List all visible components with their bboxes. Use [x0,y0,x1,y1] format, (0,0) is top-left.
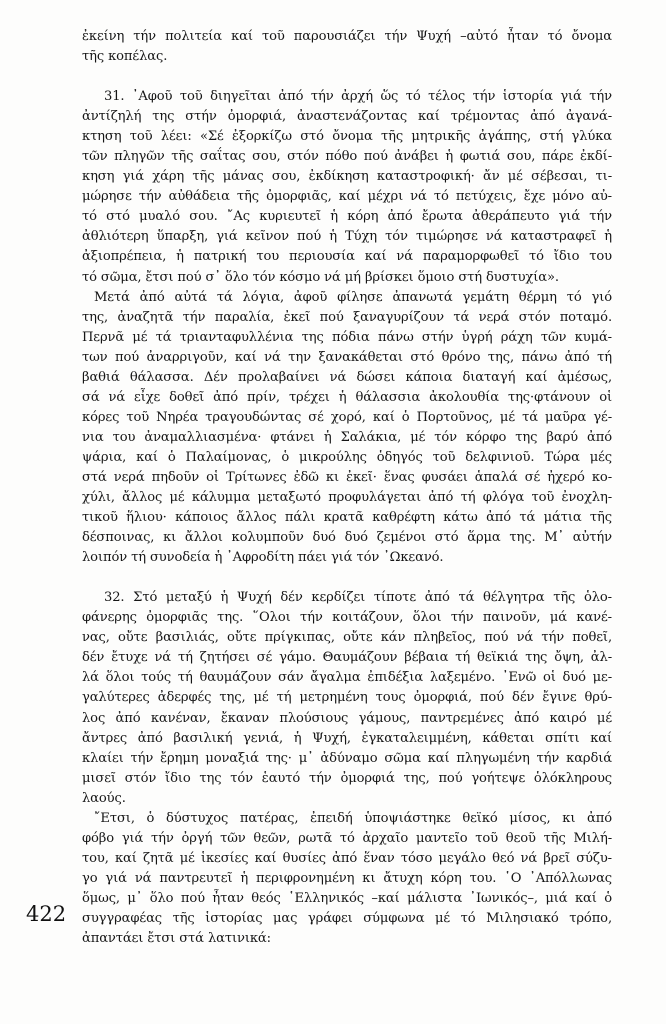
text-line: κηση γιά χάρη τῆς μάνας σου, ἐκδίκηση καταστροφική· ἄν μέ σέβεσαι, τι- [82,169,612,185]
paragraph-32 [82,588,612,809]
text-line: ῎Ετσι, ὁ δύστυχος πατέρας, ἐπειδή ὑποψιάστηκε θεϊκό μίσος, κι ἀπό [94,810,612,826]
text-line: τό στό μυαλό σου. ῎Ας κυριευτεῖ ἡ κόρη ἀπό ἔρωτα ἀθεράπευτο γιά τήν [82,209,612,225]
text-line: ἀθλιότερη ὕπαρξη, γιά κεῖνον πού ἡ Τύχη τόν τιμώρησε νά καταστραφεῖ ἡ [82,229,612,245]
text-line: ἀπαντάει ἔτσι στά λατινικά: [82,931,271,947]
text-line: φόβο γιά τήν ὀργή τῶν θεῶν, ρωτᾶ τό ἀρχαῖο μαντεῖο τοῦ θεοῦ τῆς Μιλή- [82,830,612,846]
text-line: χύλι, ἄλλος μέ κάλυμμα μεταξωτό προφυλάγεται ἀπό τή φλόγα τοῦ ἐνοχλη- [82,490,612,506]
text-line: λά ὅλοι τούς τή θαυμάζουν σάν ἄγαλμα ἐπιδέξια λαξεμένο. ᾿Ενῶ οἱ δυό με- [82,670,612,686]
text-line: στά νερά πηδοῦν οἱ Τρίτωνες ἐδῶ κι ἐκεῖ· ἕνας φυσάει ἁπαλά σέ ἠχερό κο- [82,469,612,485]
text-line: δέσποινας, κι ἄλλοι κολυμποῦν δυό δυό ζεμένοι στό ἅρμα της. Μ᾿ αὐτήν [82,530,612,546]
text-line: 31. ᾿Αφοῦ τοῦ διηγεῖται ἀπό τήν ἀρχή ὥς τό τέλος τήν ἱστορία γιά τήν [104,89,612,105]
text-line: τικοῦ ἥλιου· κάποιος ἄλλος πάλι κρατᾶ καθρέφτη κάτω ἀπό τά μάτια τῆς [82,510,612,526]
text-line: ἀντίζηλή της στήν ὀμορφιά, ἀναστενάζοντας καί τρέμοντας ἀπό ἀγανά- [82,109,612,125]
text-line: τό σῶμα, ἔτσι πού σ᾿ ὅλο τόν κόσμο νά μή βρίσκει ὅμοιο στή δυστυχία». [82,269,559,285]
text-line: δέν ἔτυχε νά τή ζητήσει σέ γάμο. Θαυμάζουν βέβαια τή θεϊκιά της ὄψη, ἀλ- [82,650,612,666]
text-line: κλαίει τήν ἔρημη μοναξιά της· μ᾿ ἀδύναμο σῶμα καί πληγωμένη τήν καρδιά [82,750,612,766]
text-line: ὅμως, μ᾿ ὅλο πού ἦταν θεός ῾Ελληνικός –καί μάλιστα ᾿Ιωνικός–, μιά καί ὁ [82,890,612,906]
text-line: λοιπόν τή συνοδεία ἡ ᾿Αφροδίτη πάει γιά τόν ᾿Ωκεανό. [82,550,444,566]
text-line: κόρες τοῦ Νηρέα τραγουδώντας σέ χορό, καί ὁ Πορτοῦνος, μέ τά μαῦρα γέ- [82,409,612,425]
text-line: τῶν πληγῶν τῆς σαΐτας σου, στόν πόθο πού ἀνάβει ἡ φωτιά σου, πάρε ἐκδί- [82,149,612,165]
text-line: λος ἀπό κανέναν, ἔκαναν πλούσιους γάμους, παντρεμένες ἀπό καιρό μέ [82,710,612,726]
text-line: λαούς. [82,790,126,806]
paragraph-aphrodite-sea [82,288,612,569]
text-line: μισεῖ στόν ἴδιο της τόν ἑαυτό τήν ὀμορφιά της, πού γοήτεψε ὁλόκληρους [82,770,612,786]
text-line: 32. Στό μεταξύ ἡ Ψυχή δέν κερδίζει τίποτε ἀπό τά θέλγητρα τῆς ὁλο- [104,590,612,606]
text-line: σά νά εἶχε δοθεῖ ἀπό πρίν, τρέχει ἡ θάλασσια ἀκολουθία της·φτάνουν οἱ [82,389,612,405]
page-text [82,27,612,949]
text-line: του, καί ζητᾶ μέ ἱκεσίες καί θυσίες ἀπό ἕναν τόσο μεγάλο θεό νά βρεῖ σύζυ- [82,850,612,866]
paragraph-continuation [82,27,612,67]
text-line: ἐκείνη τήν πολιτεία καί τοῦ παρουσιάζει τήν Ψυχή –αὐτό ἦταν τό ὄνομα [82,29,612,44]
text-line: νια του ἀναμαλλιασμένα· φτάνει ἡ Σαλάκια, μέ τόν κόρφο της βαρύ ἀπό [82,429,612,445]
text-line: φάνερης ὀμορφιᾶς της. ῞Ολοι τήν κοιτάζουν, ὅλοι τήν παινοῦν, μά κανέ- [82,610,612,626]
text-line: ψάρια, καί ὁ Παλαίμονας, ὁ μικρούλης ὁδηγός τοῦ δελφινιοῦ. Τώρα μές [82,449,612,465]
paragraph-father [82,809,612,949]
text-line: ἀξιοπρέπεια, ἡ πατρική του περιουσία καί νά παραμορφωθεῖ τό ἴδιο του [82,249,612,265]
text-line: των πού ἀναρριγοῦν, καί νά την ξανακάθεται στό θρόνο της, πάνω ἀπό τή [82,349,612,365]
text-line: Μετά ἀπό αὐτά τά λόγια, ἀφοῦ φίλησε ἀπανωτά γεμάτη θέρμη τό γιό [94,289,612,305]
text-line: Περνᾶ μέ τά τριανταφυλλένια της πόδια πάνω στήν ὑγρή ράχη τῶν κυμά- [82,329,612,345]
text-line: γο γιά νά παντρευτεῖ ἡ περιφρονημένη κι ἄτυχη κόρη του. ῾Ο ᾿Απόλλωνας [82,870,612,886]
text-line: γαλύτερες ἀδερφές της, μέ τή μετρημένη τους ὀμορφιά, πού δέν ἔγινε θρύ- [82,690,612,706]
text-line: ἄντρες ἀπό βασιλική γενιά, ἡ Ψυχή, ἐγκαταλειμμένη, κάθεται σπίτι καί [82,730,612,746]
text-line: τῆς κοπέλας. [82,49,168,65]
text-line: της, ἀναζητᾶ τήν παραλία, ἐκεῖ πού ξαναγυρίζουν τά νερά στόν ποταμό. [82,309,612,325]
text-line: βαθιά θάλασσα. Δέν προλαβαίνει νά δώσει κάποια διαταγή καί ἀμέσως, [82,369,612,385]
text-line: κτηση τοῦ λέει: «Σέ ἐξορκίζω στό ὄνομα τῆς μητρικῆς ἀγάπης, στή γλύκα [82,129,612,145]
text-line: μώρησε τήν αὐθάδεια τῆς ὀμορφιᾶς, καί μέχρι νά τό πετύχεις, ἔχε μόνο αὐ- [82,189,612,205]
paragraph-31 [82,87,612,287]
page-number: 422 [26,902,67,926]
text-line: συγγραφέας τῆς ἱστορίας μας γράφει σύμφωνα μέ τό Μιλησιακό τρόπο, [82,910,612,926]
text-line: νας, οὔτε βασιλιάς, οὔτε πρίγκιπας, οὔτε κάν πληβεῖος, πού νά τήν ποθεῖ, [82,630,612,646]
